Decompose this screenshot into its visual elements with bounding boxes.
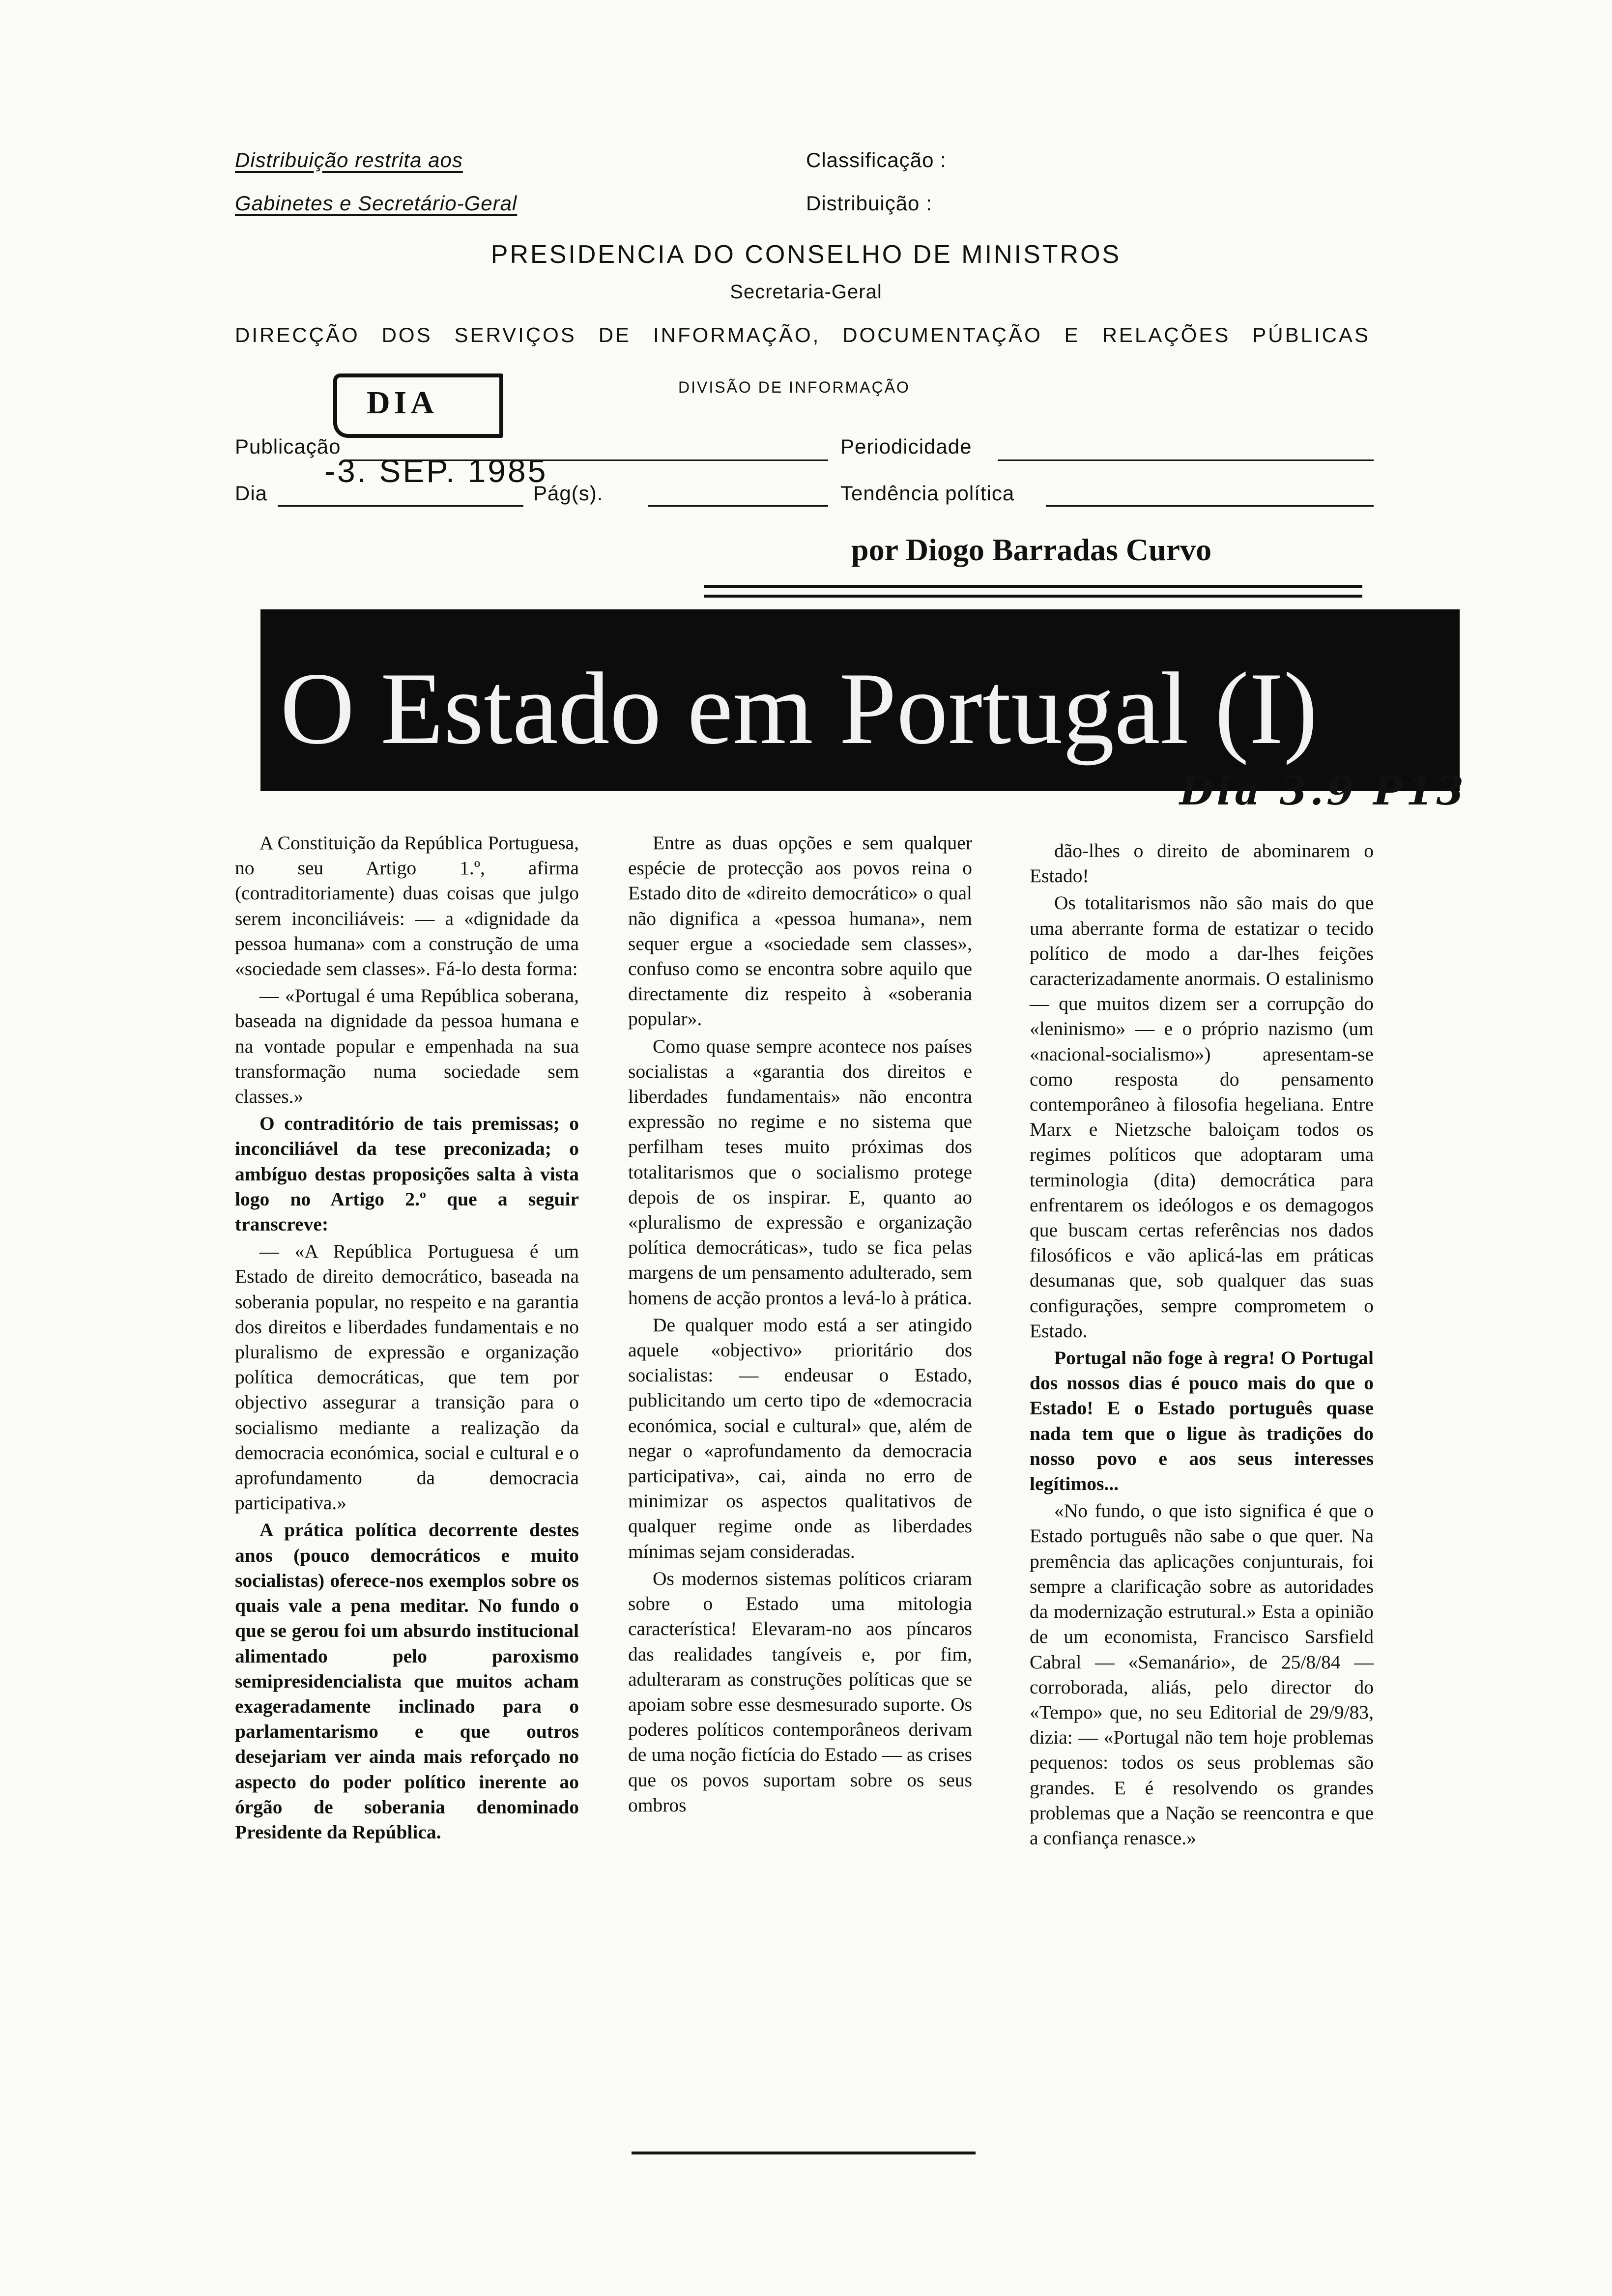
publication-stamp-text: DIA	[367, 385, 438, 421]
distribution-line1: Distribuição restrita aos	[235, 148, 463, 172]
article-paragraph: Portugal não foge à regra! O Portugal dos nossos dias é pouco mais do que o Estado! E o Estado português quase nada tem que o ligue às tradições do nosso povo e aos seus interesses legítimos...	[1030, 1347, 1374, 1495]
periodicity-line	[998, 459, 1374, 461]
article-paragraph: dão-lhes o direito de abominarem o Estado!	[1030, 840, 1374, 887]
pages-line	[648, 505, 828, 507]
division: DIVISÃO DE INFORMAÇÃO	[678, 378, 910, 396]
article-paragraph: Entre as duas opções e sem qualquer espécie de protecção aos povos reina o Estado dito de «direito democrático» o qual não dignifica a «pessoa humana», nem sequer ergue a «sociedade sem classes», confuso como se encontra sobre aquilo que directamente diz respeito à «soberania popular».	[628, 832, 972, 1030]
handwritten-note: Dia 3.9 P13	[1180, 768, 1467, 814]
article-paragraph: A Constituição da República Portuguesa, no seu Artigo 1.º, afirma (contraditoriamente) duas coisas que julgo serem inconciliáveis: — a «dignidade da pessoa humana» com a construção de uma «sociedade sem classes». Fá-lo desta forma:	[235, 832, 579, 980]
article-paragraph: De qualquer modo está a ser atingido aquele «objectivo» prioritário dos socialistas: — endeusar o Estado, publicitando um certo tipo de «democracia económica, social e cultural» que, além de negar o «aprofundamento da democracia participativa», cai, ainda no erro de minimizar os aspectos qualitativos de qualquer regime onde as liberdades mínimas sejam consideradas.	[628, 1314, 972, 1562]
article-paragraph: Os modernos sistemas políticos criaram sobre o Estado uma mitologia característica! Elevaram-no aos píncaros das realidades tangíveis e, por fim, adulteraram as construções políticas que se apoiam sobre esse desmesurado suporte. Os poderes políticos contemporâneos derivam de uma noção fictícia do Estado — as crises que os povos suportam sobre os seus ombros	[628, 1567, 972, 1816]
political-label: Tendência política	[840, 482, 1015, 505]
day-line	[278, 505, 523, 507]
article-paragraph: A prática política decorrente destes anos (pouco democráticos e muito socialistas) oferece-nos exemplos sobre os quais vale a pena meditar. No fundo o que se gerou foi um absurdo institucional alimentado pelo paroxismo semipresidencialista que muitos acham exageradamente inclinado para o parlamentarismo e que outros desejariam ver ainda mais reforçado no aspecto do poder político inerente ao órgão de soberania denominado Presidente da República.	[235, 1519, 579, 1843]
article-column-1	[235, 831, 579, 1847]
article-paragraph: O contraditório de tais premissas; o inconciliável da tese preconizada; o ambíguo destas proposições salta à vista logo no Artigo 2.º que a seguir transcreve:	[235, 1113, 579, 1235]
date-stamp: -3. SEP. 1985	[324, 453, 548, 489]
article-column-3	[1030, 838, 1374, 1853]
periodicity-label: Periodicidade	[840, 435, 972, 458]
distribution-line2: Gabinetes e Secretário-Geral	[235, 192, 518, 215]
article-paragraph: Os totalitarismos não são mais do que uma aberrante forma de estatizar o tecido político de modo a dar-lhes feições caracterizadamente anormais. O estalinismo — que muitos dizem ser a corrupção do «leninismo» — e o próprio nazismo (um «nacional-socialismo») apresentam-se como resposta do pensamento contemporâneo à filosofia hegeliana. Entre Marx e Nietzsche baloiçam todos os regimes políticos que adoptaram uma terminologia (dita) democrática para enfrentarem os ideólogos e os demagogos que buscam certas referências nos dados filosóficos e vão aplicá-las em práticas desumanas que, sob qualquer das suas configurações, sempre comprometem o Estado.	[1030, 892, 1374, 1342]
publication-label: Publicação	[235, 435, 341, 458]
distribution-label: Distribuição :	[806, 192, 932, 215]
pages-label: Pág(s).	[533, 482, 604, 505]
day-label: Dia	[235, 482, 268, 505]
article-paragraph: — «A República Portuguesa é um Estado de direito democrático, baseada na soberania popular, no respeito e na garantia dos direitos e liberdades fundamentais e no pluralismo de expressão e organização política democráticas, que tem por objectivo assegurar a transição para o socialismo mediante a realização da democracia económica, social e cultural e o aprofundamento da democracia participativa.»	[235, 1240, 579, 1514]
byline-rule-2	[704, 595, 1362, 598]
article-column-2	[628, 831, 972, 1820]
org-title: PRESIDENCIA DO CONSELHO DE MINISTROS	[490, 240, 1122, 269]
classification-label: Classificação :	[806, 148, 947, 172]
column-2-end-rule	[632, 2152, 976, 2154]
byline-rule-1	[704, 585, 1362, 588]
publication-stamp	[333, 373, 503, 438]
directorate: DIRECÇÃO DOS SERVIÇOS DE INFORMAÇÃO, DOCUMENTAÇÃO E RELAÇÕES PÚBLICAS	[235, 323, 1370, 346]
political-line	[1046, 505, 1374, 507]
article-paragraph: Como quase sempre acontece nos países socialistas a «garantia dos direitos e liberdades fundamentais» não encontra expressão no regime e no sistema que perfilham teses muito próximas dos totalitarismos que o socialismo protege depois de os inspirar. E, quanto ao «pluralismo de expressão e organização política democráticas», tudo se fica pelas margens de um pensamento adulterado, sem homens de acção prontos a levá-lo à prática.	[628, 1035, 972, 1309]
article-paragraph: «No fundo, o que isto significa é que o Estado português não sabe o que quer. Na premência das aplicações conjunturais, foi sempre a clarificação sobre as autoridades da modernização estrutural.» Esta a opinião de um economista, Francisco Sarsfield Cabral — «Semanário», de 25/8/84 — corroborada, aliás, pelo director do «Tempo» que, no seu Editorial de 29/9/83, dizia: — «Portugal não tem hoje problemas pequenos: todos os seus problemas são grandes. E é resolvendo os grandes problemas que a Nação se reencontra e que a confiança renasce.»	[1030, 1500, 1374, 1849]
byline: por Diogo Barradas Curvo	[851, 532, 1212, 567]
article-paragraph: — «Portugal é uma República soberana, baseada na dignidade da pessoa humana e na vontade popular e empenhada na sua transformação numa sociedade sem classes.»	[235, 985, 579, 1108]
org-subtitle: Secretaria-Geral	[730, 281, 882, 303]
headline: O Estado em Portugal (I)	[280, 652, 1318, 766]
